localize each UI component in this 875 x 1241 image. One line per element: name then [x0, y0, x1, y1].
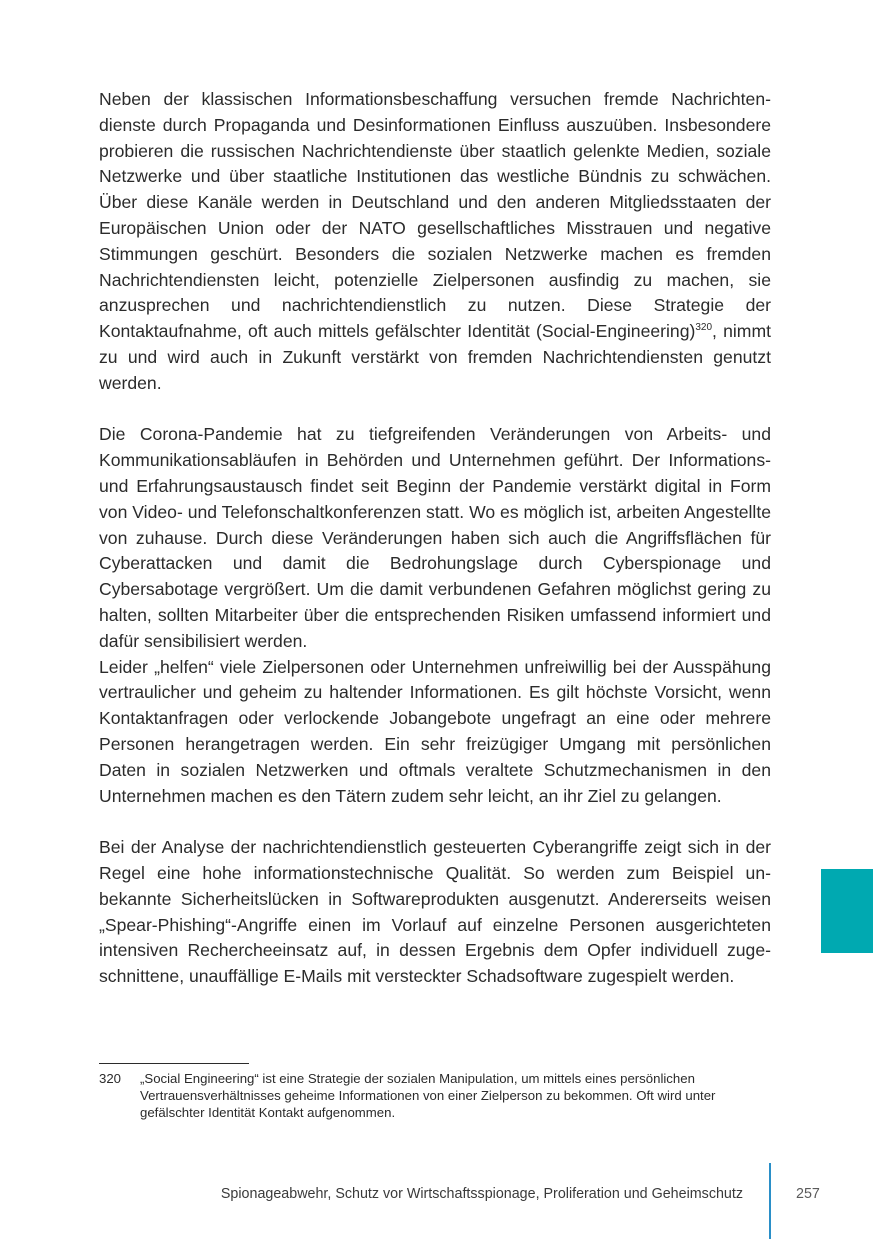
footnote-reference[interactable]: 320 — [695, 322, 713, 334]
paragraph-zielpersonen: Leider „helfen“ viele Zielpersonen oder Unternehmen unfreiwillig bei der Ausspähung vertraulicher und geheim zu haltender Informationen. Es gilt höchste Vorsicht, wenn Kontaktanfragen oder verlockende Jobangebote ungefragt an eine oder mehrere Personen herangetragen werden. Ein sehr freizügiger Umgang mit persönlichen Daten in sozialen Netzwerken und oftmals veraltete Schutzmechanismen in den Unternehmen machen es den Tätern zudem sehr leicht, an ihr Ziel zu gelangen. — [99, 656, 771, 806]
footer-divider — [769, 1163, 771, 1239]
main-text — [99, 87, 771, 990]
paragraph-propaganda — [99, 87, 771, 397]
running-footer-title: Spionageabwehr, Schutz vor Wirtschaftsspionage, Proliferation und Geheimschutz — [220, 1186, 743, 1202]
chapter-tab-marker — [821, 869, 873, 953]
page-number: 257 — [796, 1186, 820, 1202]
paragraph-cyberangriffe: Bei der Analyse der nachrichtendienstlich gesteuerten Cyberangriffe zeigt sich in der Regel eine hohe informationstechnische Qualität. So werden zum Beispiel unbekannte Sicherheitslücken in Softwareprodukten ausgenutzt. Andererseits weisen „Spear-Phishing“-Angriffe einen im Vorlauf auf einzelne Personen ausgerichteten intensiven Rechercheeinsatz auf, in dessen Ergebnis dem Opfer individuell zugeschnittene, unauffällige E-Mails mit versteckter Schadsoftware zugespielt werden. — [99, 837, 771, 987]
footnote-number: 320 — [99, 1071, 122, 1086]
paragraph-corona: Die Corona-Pandemie hat zu tiefgreifenden Veränderungen von Arbeits- und Kommunikationsabläufen in Behörden und Unternehmen geführt. Der Informations- und Erfahrungsaustausch findet seit Beginn der Pandemie verstärkt digital in Form von Video- und Telefonschaltkonferenzen statt. Wo es möglich ist, arbeiten Angestellte von zuhause. Durch diese Veränderungen haben sich auch die Angriffsflächen für Cyberattacken und damit die Bedrohungslage durch Cyberspionage und Cybersabotage vergrößert. Um die damit verbundenen Gefahren möglichst gering zu halten, sollten Mitarbeiter über die entsprechenden Risiken umfassend informiert und dafür sensibilisiert werden. — [99, 424, 771, 651]
footnote-separator — [99, 1063, 249, 1064]
footnote-text: „Social Engineering“ ist eine Strategie der sozialen Manipulation, um mittels eines persönlichen Vertrauensverhältnisses geheime Informationen von einer Zielperson zu bekommen. Oft wird unter gefälschter Identität Kontakt aufgenommen. — [140, 1071, 716, 1120]
paragraph-text: Neben der klassischen Informationsbeschaffung versuchen fremde Nachrichtendienste durch Propaganda und Desinformationen Einfluss auszuüben. Insbesondere probieren die russischen Nachrichtendienste über staatlich gelenkte Medien, soziale Netzwerke und über staatliche Institutionen das westliche Bündnis zu schwächen. Über diese Kanäle werden in Deutschland und den anderen Mitgliedsstaaten der Europäischen Union oder der NATO gesellschaftliches Misstrauen und negative Stimmungen geschürt. Besonders die sozialen Netzwerke machen es fremden Nachrichtendiensten leicht, potenzielle Zielpersonen ausfindig zu machen, sie anzusprechen und nachrichtendienstlich zu nutzen. Diese Strategie der Kontaktaufnahme, oft auch mittels gefälschter Identität (Social-Engineering) — [99, 89, 771, 342]
footnote — [99, 1070, 771, 1121]
paragraph-text-continued: , nimmt zu und wird auch in Zukunft verstärkt von fremden Nachrichtendiensten genutzt werden. — [99, 321, 771, 393]
